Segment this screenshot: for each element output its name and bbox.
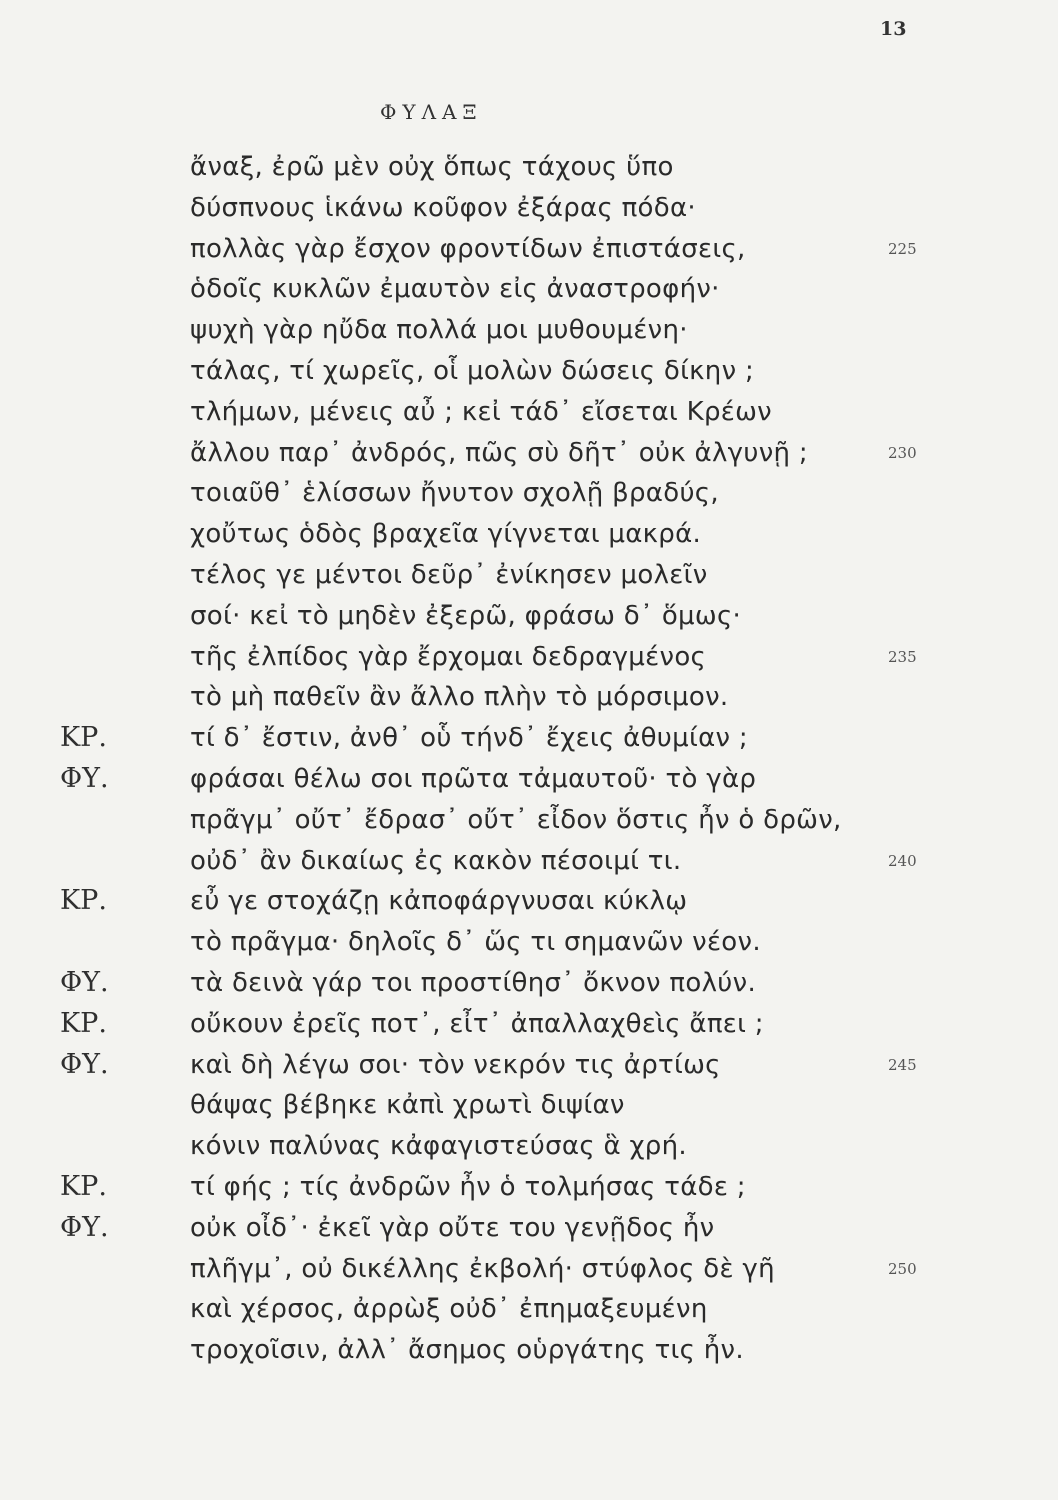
verse-text: ὁδοῖς κυκλῶν ἐμαυτὸν εἰς ἀναστροφήν· — [190, 274, 720, 305]
verse-line — [0, 147, 1058, 188]
verse-text: καὶ χέρσος, ἀρρὼξ οὐδ᾽ ἐπημαξευμένη — [190, 1294, 708, 1325]
verse-text: φράσαι θέλω σοι πρῶτα τἀμαυτοῦ· τὸ γὰρ — [190, 763, 757, 794]
verse-text: τοιαῦθ᾽ ἑλίσσων ἤνυτον σχολῇ βραδύς, — [190, 478, 719, 509]
speaker-label: ΚΡ. — [60, 885, 107, 917]
verse-text: δύσπνους ἱκάνω κοῦφον ἐξάρας πόδα· — [190, 192, 696, 223]
verse-lines — [0, 147, 1058, 1371]
verse-line — [0, 514, 1058, 555]
verse-line — [0, 1004, 1058, 1045]
line-number: 245 — [888, 1055, 917, 1074]
verse-line — [0, 1289, 1058, 1330]
verse-text: τέλος γε μέντοι δεῦρ᾽ ἐνίκησεν μολεῖν — [190, 559, 708, 590]
speaker-label: ΦΥ. — [60, 1211, 109, 1243]
verse-line — [0, 229, 1058, 270]
verse-line — [0, 963, 1058, 1004]
verse-line — [0, 473, 1058, 514]
verse-text: τροχοῖσιν, ἀλλ᾽ ἄσημος οὑργάτης τις ἦν. — [190, 1335, 744, 1366]
speaker-label: ΚΡ. — [60, 1170, 107, 1202]
verse-line — [0, 637, 1058, 678]
verse-text: πολλὰς γὰρ ἔσχον φροντίδων ἐπιστάσεις, — [190, 233, 746, 264]
verse-text: πλῆγμ᾽, οὐ δικέλλης ἐκβολή· στύφλος δὲ γῆ — [190, 1253, 775, 1284]
verse-text: οὐκ οἶδ᾽· ἐκεῖ γὰρ οὔτε του γενῇδος ἦν — [190, 1212, 715, 1243]
verse-line — [0, 310, 1058, 351]
verse-text: θάψας βέβηκε κἀπὶ χρωτὶ διψίαν — [190, 1090, 625, 1121]
verse-text: ἄλλου παρ᾽ ἀνδρός, πῶς σὺ δῆτ᾽ οὐκ ἀλγυνῇ ; — [190, 437, 808, 468]
verse-text: κόνιν παλύνας κἀφαγιστεύσας ἃ χρή. — [190, 1131, 687, 1162]
line-number: 225 — [888, 239, 917, 258]
verse-line — [0, 392, 1058, 433]
verse-line — [0, 1330, 1058, 1371]
verse-line — [0, 922, 1058, 963]
verse-text: τὸ πρᾶγμα· δηλοῖς δ᾽ ὥς τι σημανῶν νέον. — [190, 927, 761, 958]
verse-line — [0, 555, 1058, 596]
verse-text: τί φής ; τίς ἀνδρῶν ἦν ὁ τολμήσας τάδε ; — [190, 1171, 746, 1202]
line-number: 230 — [888, 443, 917, 462]
verse-line — [0, 1249, 1058, 1290]
verse-line — [0, 351, 1058, 392]
verse-line — [0, 1085, 1058, 1126]
verse-line — [0, 1045, 1058, 1086]
speaker-label: ΚΡ. — [60, 722, 107, 754]
verse-line — [0, 1167, 1058, 1208]
page-number: 13 — [880, 18, 907, 40]
verse-text: καὶ δὴ λέγω σοι· τὸν νεκρόν τις ἀρτίως — [190, 1049, 721, 1080]
speaker-heading: ΦΥΛΑΞ — [380, 100, 483, 124]
verse-text: ἄναξ, ἐρῶ μὲν οὐχ ὅπως τάχους ὕπο — [190, 152, 674, 182]
line-number: 240 — [888, 851, 917, 870]
verse-text: οὔκουν ἐρεῖς ποτ᾽, εἶτ᾽ ἀπαλλαχθεὶς ἄπει ; — [190, 1008, 764, 1039]
verse-text: τὰ δεινὰ γάρ τοι προστίθησ᾽ ὄκνον πολύν. — [190, 967, 757, 998]
verse-text: χοὔτως ὁδὸς βραχεῖα γίγνεται μακρά. — [190, 519, 702, 550]
verse-line — [0, 881, 1058, 922]
verse-text: τάλας, τί χωρεῖς, οἷ μολὼν δώσεις δίκην ; — [190, 355, 755, 386]
verse-text: τί δ᾽ ἔστιν, ἀνθ᾽ οὗ τήνδ᾽ ἔχεις ἀθυμίαν ; — [190, 723, 748, 754]
verse-text: ψυχὴ γὰρ ηὔδα πολλά μοι μυθουμένη· — [190, 315, 688, 346]
verse-line — [0, 759, 1058, 800]
verse-line — [0, 269, 1058, 310]
verse-text: εὖ γε στοχάζῃ κἀποφάργνυσαι κύκλῳ — [190, 886, 688, 917]
verse-line — [0, 433, 1058, 474]
verse-line — [0, 677, 1058, 718]
verse-text: τλήμων, μένεις αὖ ; κεἰ τάδ᾽ εἴσεται Κρέων — [190, 396, 772, 427]
verse-line — [0, 718, 1058, 759]
speaker-label: ΦΥ. — [60, 762, 109, 794]
verse-text: τῆς ἐλπίδος γὰρ ἔρχομαι δεδραγμένος — [190, 641, 707, 672]
verse-line — [0, 1208, 1058, 1249]
verse-text: σοί· κεἰ τὸ μηδὲν ἐξερῶ, φράσω δ᾽ ὅμως· — [190, 600, 742, 631]
line-number: 235 — [888, 647, 917, 666]
verse-line — [0, 596, 1058, 637]
speaker-label: ΚΡ. — [60, 1007, 107, 1039]
verse-line — [0, 800, 1058, 841]
speaker-label: ΦΥ. — [60, 1048, 109, 1080]
verse-line — [0, 841, 1058, 882]
verse-text: οὐδ᾽ ἂν δικαίως ἐς κακὸν πέσοιμί τι. — [190, 845, 682, 876]
verse-line — [0, 188, 1058, 229]
line-number: 250 — [888, 1259, 917, 1278]
verse-line — [0, 1126, 1058, 1167]
verse-text: πρᾶγμ᾽ οὔτ᾽ ἔδρασ᾽ οὔτ᾽ εἶδον ὅστις ἦν ὁ δρῶν, — [190, 804, 842, 835]
speaker-label: ΦΥ. — [60, 966, 109, 998]
verse-text: τὸ μὴ παθεῖν ἂν ἄλλο πλὴν τὸ μόρσιμον. — [190, 682, 729, 713]
